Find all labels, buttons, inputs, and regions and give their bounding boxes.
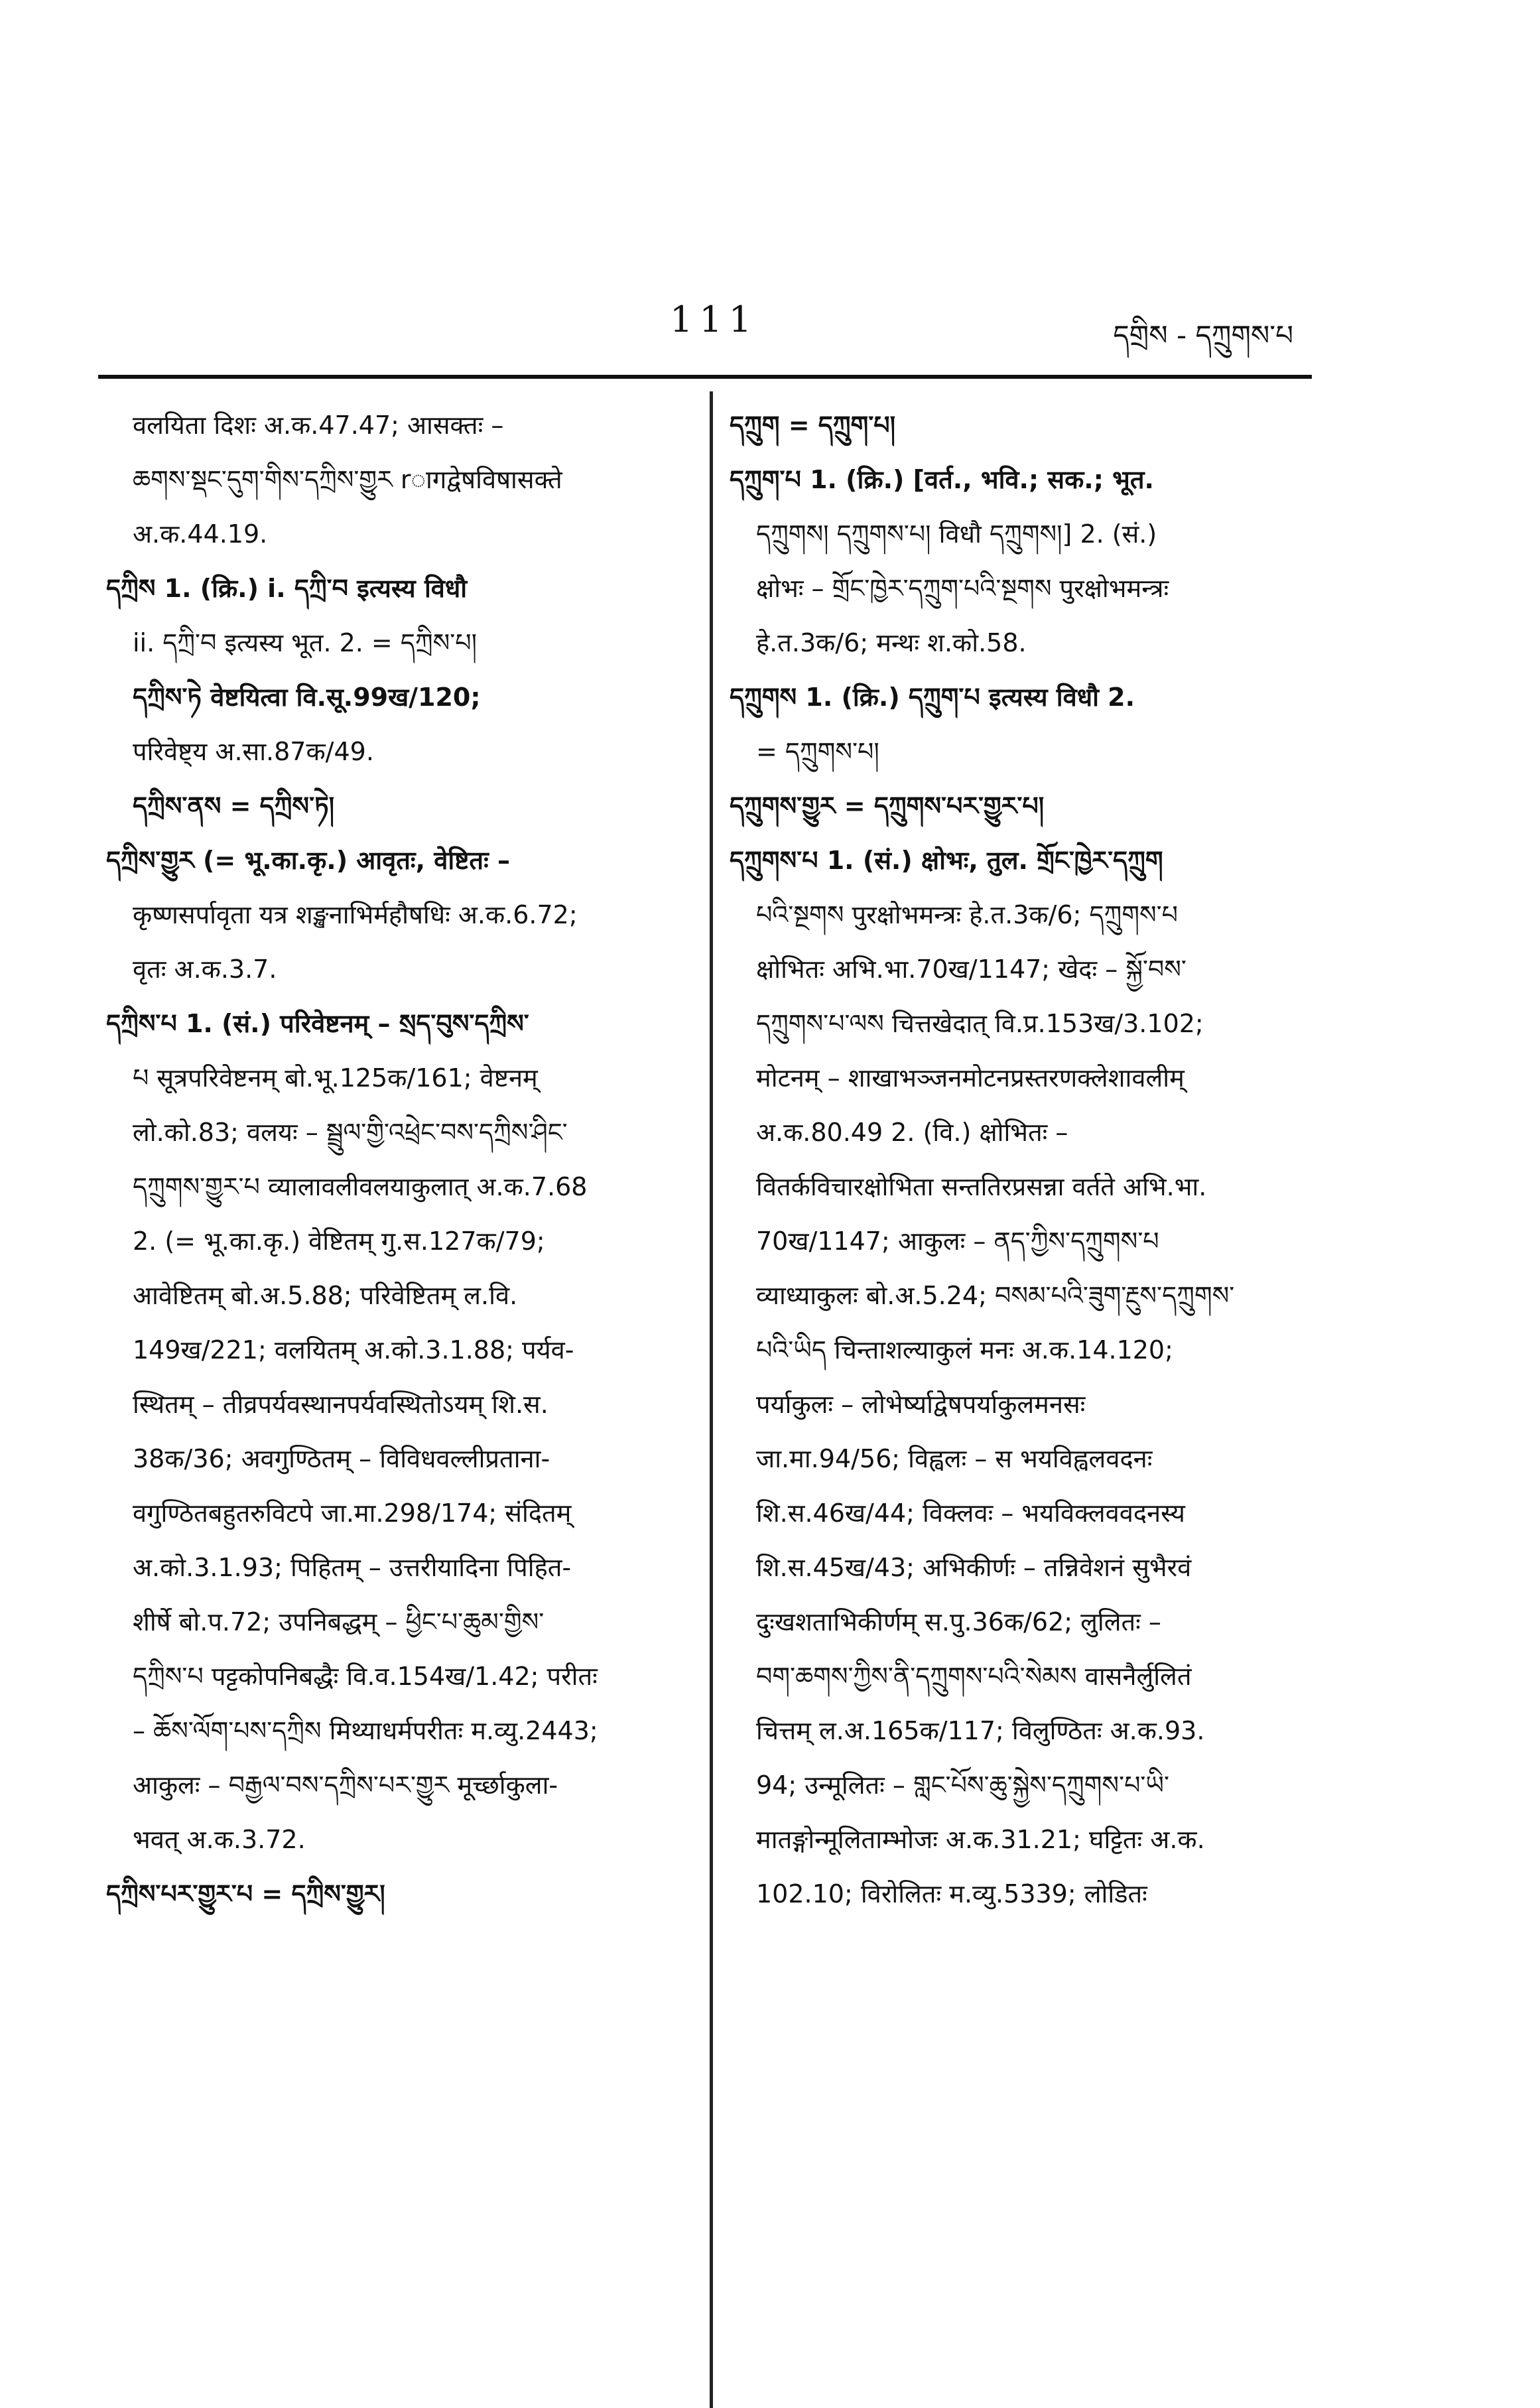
entry-headword-line: དཀྲིས་ཏེ वेष्टयित्वा वि.सू.99ख/120; xyxy=(133,683,481,712)
entry-text-line: वितर्कविचारक्षोभिता सन्ततिरप्रसन्ना वर्तते अभि.भा. xyxy=(756,1172,1207,1201)
entry-text-line: 70ख/1147; आकुलः – ནད་ཀྱིས་དཀྲུགས་པ xyxy=(756,1227,1159,1256)
entry-text-line: दुःखशताभिकीर्णम् स.पु.36क/62; लुलितः – xyxy=(756,1607,1161,1637)
entry-text-line: अ.क.44.19. xyxy=(133,519,268,549)
entry-headword-line: དཀྲུག་པ 1. (क्रि.) [वर्त., भवि.; सक.; भूत. xyxy=(730,465,1154,494)
entry-text-line: ཆགས་སྡང་དུག་གིས་དཀྲིས་གྱུར rागद्वेषविषासक्ते xyxy=(133,465,562,494)
entry-text-line: 38क/36; अवगुण्ठितम् – विविधवल्लीप्रताना- xyxy=(133,1444,550,1473)
entry-text-line: པའི་ཡིད चिन्ताशल्याकुलं मनः अ.क.14.120; xyxy=(756,1335,1173,1365)
entry-headword-line: དཀྲུགས 1. (क्रि.) དཀྲུག་པ इत्यस्य विधौ 2. xyxy=(730,683,1135,712)
entry-text-line: 94; उन्मूलितः – གླང་པོས་ཆུ་སྐྱེས་དཀྲུགས་པ་ཡི་ xyxy=(756,1771,1169,1800)
entry-text-line: अ.को.3.1.93; पिहितम् – उत्तरीयादिना पिहित- xyxy=(133,1553,572,1582)
entry-headword-line: དཀྲིས་གྱུར (= भू.का.कृ.) आवृतः, वेष्टितः – xyxy=(106,846,510,875)
entry-headword-line: དཀྲུགས་པ 1. (सं.) क्षोभः, तुल. གྲོང་ཁྱེར་དཀྲུག xyxy=(730,846,1163,875)
entry-text-line: = དཀྲུགས་པ། xyxy=(756,737,879,766)
entry-text-line: परिवेष्ट्य अ.सा.87क/49. xyxy=(133,737,374,766)
entry-text-line: དཀྲུགས་གྱུར་པ व्यालावलीवलयाकुलात् अ.क.7.68 xyxy=(133,1172,588,1201)
entry-text-line: 2. (= भू.का.कृ.) वेष्टितम् गु.स.127क/79; xyxy=(133,1227,545,1256)
entry-text-line: लो.को.83; वलयः – སྦྲུལ་གྱི་འཕྲེང་བས་དཀྲིས་ཤིང་ xyxy=(133,1118,568,1147)
entry-text-line: शीर्षे बो.प.72; उपनिबद्धम् – ཕྱིང་པ་ཆུམ་གྱིས་ xyxy=(133,1607,545,1637)
entry-headword-line: དཀྲིས་ནས = དཀྲིས་ཏེ། xyxy=(133,791,335,821)
entry-headword-line: དཀྲུག = དཀྲུག་པ། xyxy=(730,411,896,440)
entry-text-line: वृतः अ.क.3.7. xyxy=(133,955,277,984)
entry-text-line: भवत् अ.क.3.72. xyxy=(133,1825,306,1854)
column-divider xyxy=(710,391,713,2408)
entry-text-line: वगुण्ठितबहुतरुविटपे जा.मा.298/174; संदितम् xyxy=(133,1499,572,1528)
entry-text-line: शि.स.46ख/44; विक्लवः – भयविक्लववदनस्य xyxy=(756,1499,1185,1528)
entry-text-line: 102.10; विरोलितः म.व्यु.5339; लोडितः xyxy=(756,1879,1147,1908)
entry-text-line: हे.त.3क/6; मन्थः श.को.58. xyxy=(756,628,1027,657)
entry-text-line: जा.मा.94/56; विह्वलः – स भयविह्वलवदनः xyxy=(756,1444,1153,1473)
header-rule xyxy=(98,375,1312,379)
entry-text-line: དཀྲུགས་པ་ལས चित्तखेदात् वि.प्र.153ख/3.102; xyxy=(756,1009,1204,1038)
entry-text-line: व्याध्याकुलः बो.अ.5.24; བསམ་པའི་ཟུག་རྔུས་དཀྲུགས་ xyxy=(756,1281,1235,1310)
entry-text-line: བག་ཆགས་ཀྱིས་ནི་དཀྲུགས་པའི་སེམས वासनैर्लुलितं xyxy=(756,1662,1192,1691)
entry-text-line: मोटनम् – शाखाभञ्जनमोटनप्रस्तरणक्लेशावलीम् xyxy=(756,1063,1185,1093)
entry-text-line: དཀྲུགས། དཀྲུགས་པ། विधौ དཀྲུགས།] 2. (सं.) xyxy=(756,519,1157,549)
entry-text-line: मातङ्गोन्मूलिताम्भोजः अ.क.31.21; घट्टितः अ.क. xyxy=(756,1825,1205,1854)
entry-text-line: क्षोभितः अभि.भा.70ख/1147; खेदः – སྐྱོ་བས་ xyxy=(756,955,1187,984)
entry-text-line: क्षोभः – གྲོང་ཁྱེར་དཀྲུག་པའི་སྔགས पुरक्षोभमन्त्रः xyxy=(756,574,1169,603)
entry-headword-line: དཀྲིས 1. (क्रि.) i. དཀྲི་བ इत्यस्य विधौ xyxy=(106,574,468,603)
entry-headword-line: དཀྲིས་པ 1. (सं.) परिवेष्टनम् – སྲད་བུས་དཀྲིས་ xyxy=(106,1009,529,1038)
left-column xyxy=(106,398,690,1921)
entry-headword-line: དཀྲིས་པར་གྱུར་པ = དཀྲིས་གྱུར། xyxy=(106,1879,385,1908)
entry-text-line: शि.स.45ख/43; अभिकीर्णः – तन्निवेशनं सुभैरवं xyxy=(756,1553,1192,1582)
entry-text-line: आकुलः – བརྒྱལ་བས་དཀྲིས་པར་གྱུར मूर्च्छाकुला- xyxy=(133,1771,558,1800)
right-column xyxy=(730,398,1300,1921)
entry-text-line: कृष्णसर्पावृता यत्र शङ्खनाभिर्महौषधिः अ.क.6.72; xyxy=(133,900,578,929)
entry-text-line: अ.क.80.49 2. (वि.) क्षोभितः – xyxy=(756,1118,1068,1147)
entry-text-line: དཀྲིས་པ पट्टकोपनिबद्धैः वि.व.154ख/1.42; परीतः xyxy=(133,1662,598,1691)
entry-headword-line: དཀྲུགས་གྱུར = དཀྲུགས་པར་གྱུར་པ། xyxy=(730,791,1045,821)
page-number: 111 xyxy=(670,299,759,340)
entry-text-line: པ सूत्रपरिवेष्टनम् बो.भू.125क/161; वेष्टनम् xyxy=(133,1063,538,1093)
entry-text-line: ii. དཀྲི་བ इत्यस्य भूत. 2. = དཀྲིས་པ། xyxy=(133,628,478,657)
entry-text-line: पर्याकुलः – लोभेर्ष्याद्वेषपर्याकुलमनसः xyxy=(756,1390,1086,1419)
entry-text-line: वलयिता दिशः अ.क.47.47; आसक्तः – xyxy=(133,411,504,440)
running-head: དགྲིས - དཀྲུགས་པ xyxy=(1113,319,1293,352)
entry-text-line: स्थितम् – तीव्रपर्यवस्थानपर्यवस्थितोऽयम् शि.स. xyxy=(133,1390,548,1419)
entry-text-line: 149ख/221; वलयितम् अ.को.3.1.88; पर्यव- xyxy=(133,1335,574,1365)
entry-text-line: པའི་སྔགས पुरक्षोभमन्त्रः हे.त.3क/6; དཀྲུགས་པ xyxy=(756,900,1178,929)
entry-text-line: आवेष्टितम् बो.अ.5.88; परिवेष्टितम् ल.वि. xyxy=(133,1281,518,1310)
page-header xyxy=(99,292,1313,352)
entry-text-line: – ཆོས་ལོག་པས་དཀྲིས मिथ्याधर्मपरीतः म.व्यु.2443; xyxy=(133,1716,598,1745)
entry-text-line: चित्तम् ल.अ.165क/117; विलुण्ठितः अ.क.93. xyxy=(756,1716,1205,1745)
